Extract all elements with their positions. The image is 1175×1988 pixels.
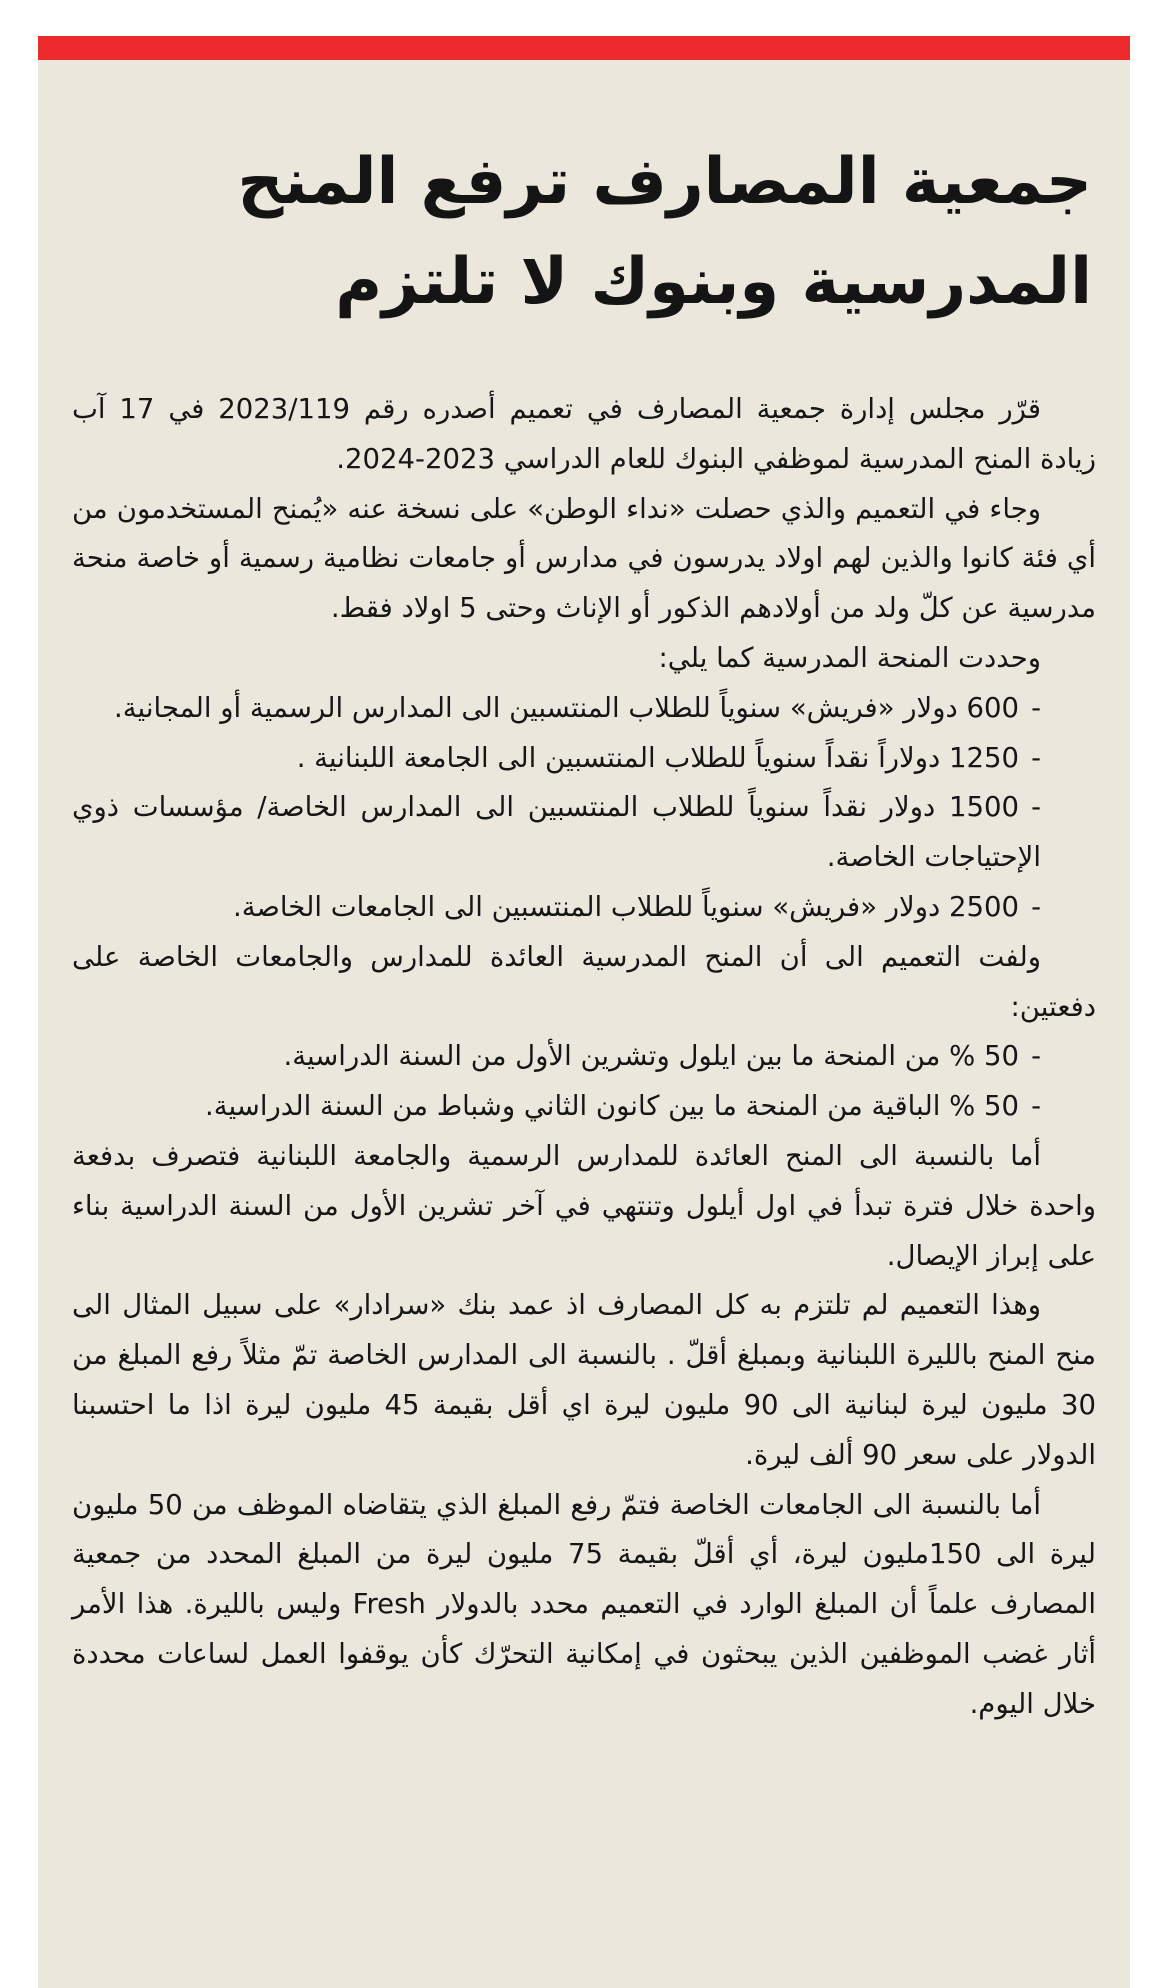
paragraph-4: ولفت التعميم الى أن المنح المدرسية العائدة للمدارس والجامعات الخاصة على دفعتين: <box>72 940 1096 1023</box>
headline-line-1: جمعية المصارف ترفع المنح <box>237 145 1092 219</box>
article-body <box>72 385 1096 1730</box>
paragraph-6: وهذا التعميم لم تلتزم به كل المصارف اذ عمد بنك «سرادار» على سبيل المثال الى منح المنح بالليرة اللبنانية وبمبلغ أقلّ . بالنسبة الى المدارس الخاصة تمّ مثلاً رفع المبلغ من 30 مليون ليرة لبنانية الى 90 مليون ليرة اي أقل بقيمة 45 مليون ليرة اذا ما احتسبنا الدولار على سعر 90 ألف ليرة. <box>72 1289 1096 1471</box>
bullet-dash: - <box>1031 890 1041 923</box>
bullet-text: 50 % من المنحة ما بين ايلول وتشرين الأول من السنة الدراسية. <box>283 1040 1019 1073</box>
headline <box>92 132 1092 332</box>
bullet-item <box>72 734 1096 784</box>
bullet-text: 2500 دولار «فريش» سنوياً للطلاب المنتسبين الى الجامعات الخاصة. <box>233 890 1019 923</box>
bullet-item <box>72 684 1096 734</box>
paragraph-3: وحددت المنحة المدرسية كما يلي: <box>658 641 1041 674</box>
headline-line-2: المدرسية وبنوك لا تلتزم <box>335 245 1092 319</box>
bullet-dash: - <box>1031 691 1041 724</box>
bullet-item <box>72 783 1096 883</box>
paragraph-5: أما بالنسبة الى المنح العائدة للمدارس الرسمية والجامعة اللبنانية فتصرف بدفعة واحدة خلال فترة تبدأ في اول أيلول وتنتهي في آخر تشرين الأول من السنة الدراسية بناء على إبراز الإيصال. <box>72 1139 1096 1272</box>
bullet-dash: - <box>1031 791 1041 824</box>
bullet-text: 1250 دولاراً نقداً سنوياً للطلاب المنتسبين الى الجامعة اللبنانية . <box>296 741 1019 774</box>
bullet-dash: - <box>1031 1090 1041 1123</box>
bullet-dash: - <box>1031 741 1041 774</box>
paragraph-1: قرّر مجلس إدارة جمعية المصارف في تعميم أصدره رقم 2023/119 في 17 آب زيادة المنح المدرسية لموظفي البنوك للعام الدراسي 2023-2024. <box>72 393 1096 475</box>
newspaper-clipping <box>38 36 1130 1988</box>
bullet-item <box>72 1032 1096 1082</box>
paragraph-2: وجاء في التعميم والذي حصلت «نداء الوطن» على نسخة عنه «يُمنح المستخدمون من أي فئة كانوا والذين لهم اولاد يدرسون في مدارس أو جامعات نظامية رسمية أو خاصة منحة مدرسية عن كلّ ولد من أولادهم الذكور أو الإناث وحتى 5 اولاد فقط. <box>72 492 1096 625</box>
bullet-item <box>72 1082 1096 1132</box>
bullet-dash: - <box>1031 1040 1041 1073</box>
bullet-text: 50 % الباقية من المنحة ما بين كانون الثاني وشباط من السنة الدراسية. <box>205 1090 1019 1123</box>
bullet-item <box>72 883 1096 933</box>
red-accent-bar <box>38 36 1130 60</box>
bullet-text: 1500 دولار نقداً سنوياً للطلاب المنتسبين الى المدارس الخاصة/ مؤسسات ذوي الإحتياجات الخاصة. <box>72 791 1041 874</box>
paragraph-7: أما بالنسبة الى الجامعات الخاصة فتمّ رفع المبلغ الذي يتقاضاه الموظف من 50 مليون ليرة الى 150مليون ليرة، أي أقلّ بقيمة 75 مليون ليرة من المبلغ المحدد من جمعية المصارف علماً أن المبلغ الوارد في التعميم محدد بالدولار Fresh وليس بالليرة. هذا الأمر أثار غضب الموظفين الذين يبحثون في إمكانية التحرّك كأن يوقفوا العمل لساعات محددة خلال اليوم. <box>72 1488 1096 1720</box>
bullet-text: 600 دولار «فريش» سنوياً للطلاب المنتسبين الى المدارس الرسمية أو المجانية. <box>114 691 1019 724</box>
